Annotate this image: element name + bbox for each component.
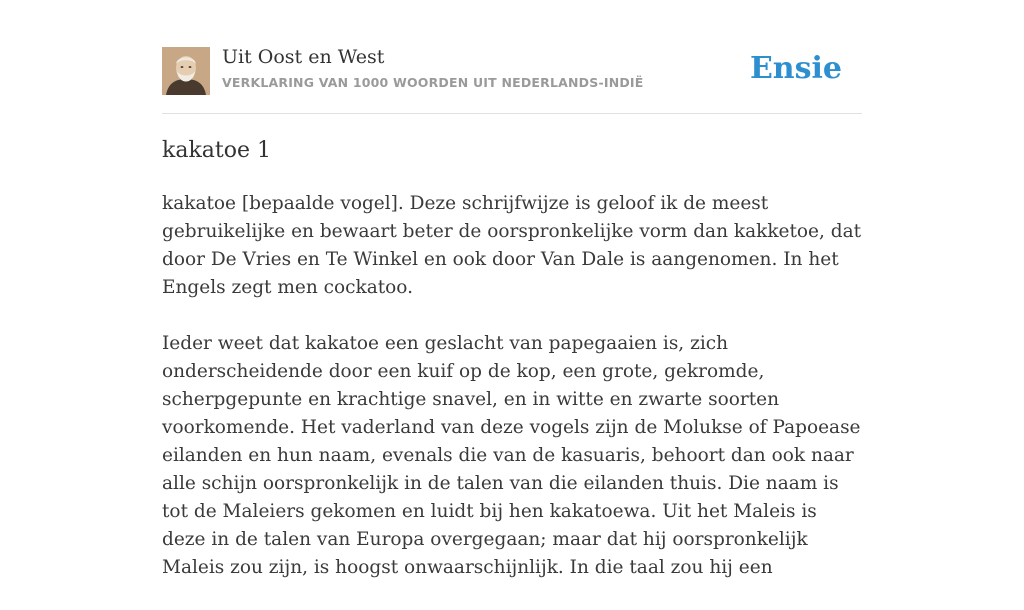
- entry-paragraph: kakatoe [bepaalde vogel]. Deze schrijfwijze is geloof ik de meest gebruikelijke en bewaart beter de oorspronkelijke vorm dan kakketoe, dat door De Vries en Te Winkel en ook door Van Dale is aangenomen. In het Engels zegt men cockatoo.: [162, 193, 862, 298]
- entry-paragraph: Ieder weet dat kakatoe een geslacht van papegaaien is, zich onderscheidende door een kuif op de kop, een grote, gekromde, scherpgepunte en krachtige snavel, en in witte en zwarte soorten voorkomende. Het vaderland van deze vogels zijn de Molukse of Papoease eilanden en hun naam, evenals die van de kasuaris, behoort dan ook naar alle schijn oorspronkelijk in de talen van die eilanden thuis. Die naam is tot de Maleiers gekomen en luidt bij hen kakatoewa. Uit het Maleis is deze in de talen van Europa overgegaan; maar dat hij oorspronkelijk Maleis zou zijn, is hoogst onwaarschijnlijk. In die taal zou hij een: [162, 333, 861, 578]
- portrait-icon: [162, 47, 210, 95]
- author-avatar[interactable]: [162, 47, 210, 95]
- source-title[interactable]: Uit Oost en West: [222, 46, 385, 68]
- entry-body: [162, 190, 862, 610]
- ensie-logo[interactable]: Ensie: [749, 51, 842, 86]
- entry-title: kakatoe 1: [162, 138, 271, 163]
- source-subtitle: VERKLARING VAN 1000 WOORDEN UIT NEDERLANDS-INDIË: [222, 75, 644, 90]
- header-divider: [162, 113, 862, 114]
- source-header: [162, 47, 862, 95]
